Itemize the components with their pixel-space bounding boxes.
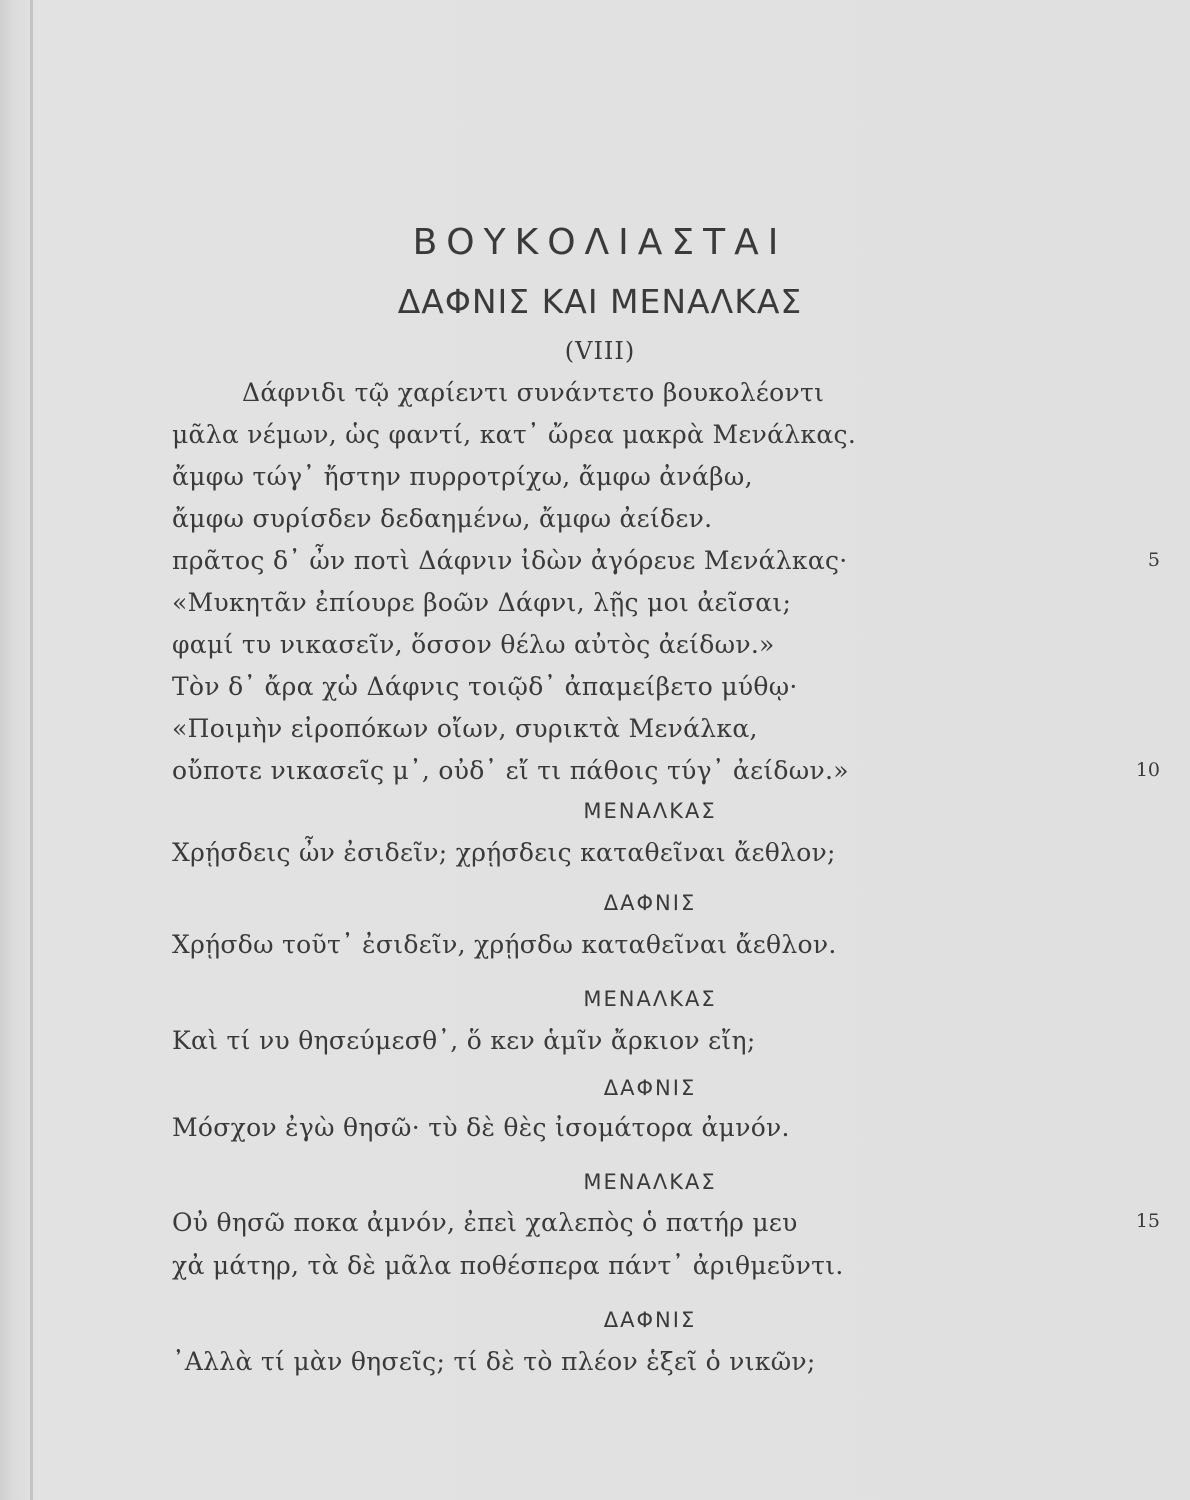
verse-line: «Μυκητᾶν ἐπίουρε βοῶν Δάφνι, λῇς μοι ἀεῖσαι;: [172, 588, 792, 617]
verse-line: φαμί τυ νικασεῖν, ὅσσον θέλω αὐτὸς ἀείδων.»: [172, 630, 775, 659]
verse-line: Τὸν δ᾽ ἄρα χὡ Δάφνις τοιῷδ᾽ ἀπαμείβετο μύθῳ·: [172, 672, 798, 701]
verse-line: χἀ μάτηρ, τὰ δὲ μᾶλα ποθέσπερα πάντ᾽ ἀριθμεῦντι.: [172, 1251, 844, 1280]
line-number: 5: [1147, 549, 1160, 571]
speaker-label: ΔΑΦΝΙΣ: [603, 891, 697, 915]
verse-line: Χρῄσδεις ὦν ἐσιδεῖν; χρῄσδεις καταθεῖναι ἄεθλον;: [172, 838, 836, 867]
verse-line: πρᾶτος δ᾽ ὦν ποτὶ Δάφνιν ἰδὼν ἀγόρευε Μενάλκας·: [172, 546, 848, 575]
speaker-label: ΜΕΝΑΛΚΑΣ: [583, 799, 717, 823]
verse-line: μᾶλα νέμων, ὡς φαντί, κατ᾽ ὤρεα μακρὰ Μενάλκας.: [172, 420, 857, 449]
verse-line: Δάφνιδι τῷ χαρίεντι συνάντετο βουκολέοντι: [242, 378, 825, 407]
verse-line: «Ποιμὴν εἰροπόκων οἴων, συρικτὰ Μενάλκα,: [172, 714, 758, 743]
poem-subtitle: ΔΑΦΝΙΣ ΚΑΙ ΜΕΝΑΛΚΑΣ: [397, 282, 803, 321]
verse-line: ἄμφω τώγ᾽ ἤστην πυρροτρίχω, ἄμφω ἀνάβω,: [172, 462, 753, 491]
verse-line: Χρῄσδω τοῦτ᾽ ἐσιδεῖν, χρῄσδω καταθεῖναι ἄεθλον.: [172, 930, 837, 959]
verse-line: ᾽Αλλὰ τί μὰν θησεῖς; τί δὲ τὸ πλέον ἑξεῖ ὁ νικῶν;: [172, 1347, 816, 1376]
verse-line: ἄμφω συρίσδεν δεδαημένω, ἄμφω ἀείδεν.: [172, 504, 713, 533]
poem-title: ΒΟΥΚΟΛΙΑΣΤΑΙ: [412, 222, 788, 263]
verse-line: Καὶ τί νυ θησεύμεσθ᾽, ὅ κεν ἁμῖν ἄρκιον εἴη;: [172, 1026, 756, 1055]
speaker-label: ΜΕΝΑΛΚΑΣ: [583, 1170, 717, 1194]
speaker-label: ΔΑΦΝΙΣ: [603, 1308, 697, 1332]
idyll-number: (VIII): [564, 337, 636, 365]
speaker-label: ΔΑΦΝΙΣ: [603, 1076, 697, 1100]
verse-line: Οὐ θησῶ ποκα ἀμνόν, ἐπεὶ χαλεπὸς ὁ πατήρ μευ: [172, 1208, 798, 1237]
verse-line: οὔποτε νικασεῖς μ᾽, οὐδ᾽ εἴ τι πάθοις τύγ᾽ ἀείδων.»: [172, 756, 849, 785]
verse-line: Μόσχον ἐγὼ θησῶ· τὺ δὲ θὲς ἰσομάτορα ἀμνόν.: [172, 1113, 790, 1142]
speaker-label: ΜΕΝΑΛΚΑΣ: [583, 987, 717, 1011]
line-number: 15: [1135, 1210, 1160, 1232]
line-number: 10: [1135, 759, 1160, 781]
